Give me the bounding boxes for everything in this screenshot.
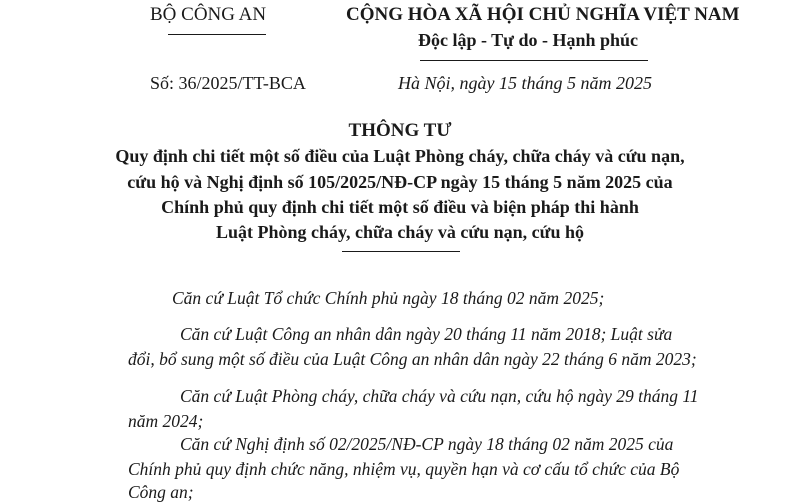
title-line: cứu hộ và Nghị định số 105/2025/NĐ-CP ngày 15 tháng 5 năm 2025 của (127, 172, 673, 192)
republic-name: CỘNG HÒA XÃ HỘI CHỦ NGHĨA VIỆT NAM (346, 4, 740, 25)
ministry-name: BỘ CÔNG AN (150, 4, 267, 25)
legal-basis-paragraph-continued: năm 2024; (128, 411, 204, 431)
legal-basis-paragraph: Căn cứ Luật Tổ chức Chính phủ ngày 18 tháng 02 năm 2025; (172, 288, 605, 308)
legal-basis-paragraph-continued: Chính phủ quy định chức năng, nhiệm vụ, quyền hạn và cơ cấu tổ chức của Bộ (128, 459, 680, 479)
title-line: Quy định chi tiết một số điều của Luật Phòng cháy, chữa cháy và cứu nạn, (115, 146, 685, 166)
legal-basis-paragraph-continued: Công an; (128, 482, 194, 502)
title-underline (342, 251, 460, 252)
legal-basis-paragraph: Căn cứ Luật Phòng cháy, chữa cháy và cứu nạn, cứu hộ ngày 29 tháng 11 (180, 386, 699, 406)
place-and-date: Hà Nội, ngày 15 tháng 5 năm 2025 (398, 73, 652, 93)
document-type: THÔNG TƯ (348, 120, 452, 141)
title-line: Luật Phòng cháy, chữa cháy và cứu nạn, cứu hộ (216, 222, 584, 242)
ministry-underline (168, 34, 266, 35)
legal-basis-paragraph-continued: đổi, bổ sung một số điều của Luật Công an nhân dân ngày 22 tháng 6 năm 2023; (128, 349, 697, 369)
national-motto: Độc lập - Tự do - Hạnh phúc (418, 30, 639, 50)
legal-basis-paragraph: Căn cứ Luật Công an nhân dân ngày 20 tháng 11 năm 2018; Luật sửa (180, 324, 673, 344)
document-number: Số: 36/2025/TT-BCA (150, 73, 306, 93)
legal-basis-paragraph: Căn cứ Nghị định số 02/2025/NĐ-CP ngày 18 tháng 02 năm 2025 của (180, 434, 674, 454)
motto-underline (420, 60, 648, 61)
title-line: Chính phủ quy định chi tiết một số điều và biện pháp thi hành (161, 197, 639, 217)
